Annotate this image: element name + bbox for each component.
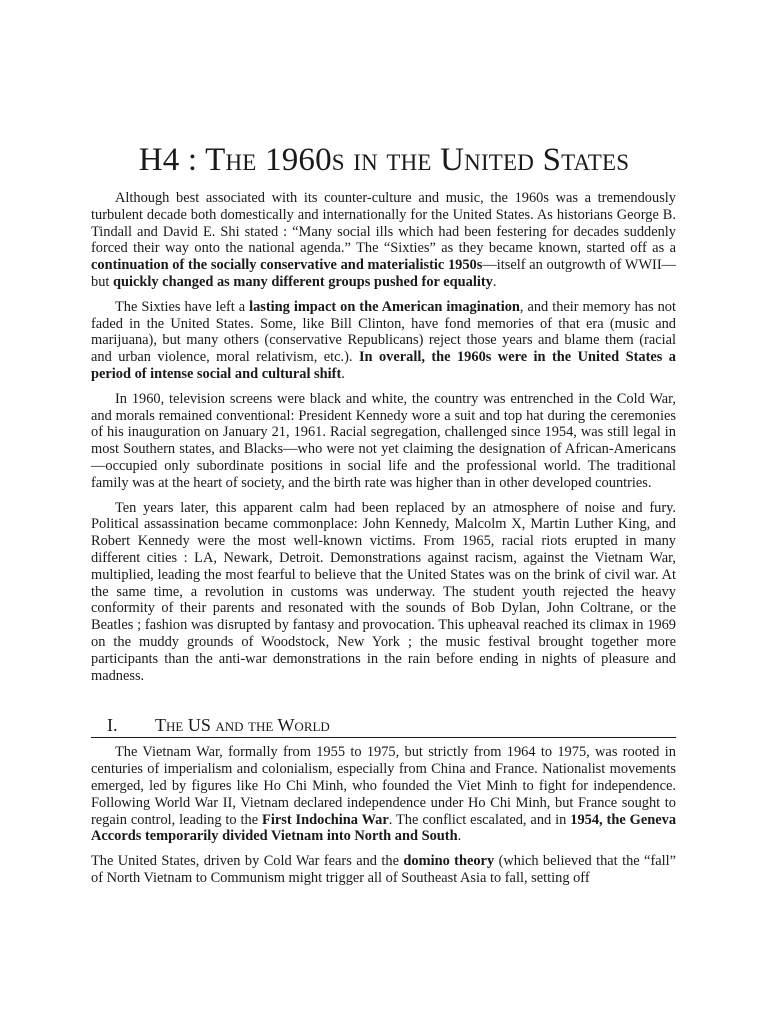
document-title: H4 : The 1960s in the United States — [138, 142, 630, 178]
section-heading — [91, 714, 676, 738]
paragraph — [91, 853, 676, 887]
bold-text: First Indochina War — [262, 811, 389, 828]
paragraph — [91, 500, 676, 685]
text-run: (which believed that the “fall” of North Vietnam to Communism might trigger all of Southeast Asia to fall, setting off — [91, 853, 677, 886]
text-run: Ten years later, this apparent calm had been replaced by an atmosphere of noise and fury. Political assassination became commonplace: John Kennedy, Malcolm X, Martin Luther King, and Robert Kennedy were the most well-known victims. From 1965, racial riots erupted in many different cities : LA, Newark, Detroit. Demonstrations against racism, against the Vietnam War, multiplied, leading the most fearful to believe that the United States was on the brink of civil war. At the same time, a revolution in customs was underway. The student youth rejected the heavy conformity of their parents and resonated with the sounds of Bob Dylan, John Coltrane, or the Beatles ; fashion was disrupted by fantasy and provocation. This upheaval reached its climax in 1969 on the muddy grounds of Woodstock, New York ; the music festival brought together more participants than the anti-war demonstrations in the rain before ending in nights of pleasure and madness. — [91, 499, 676, 684]
text-run: . The conflict escalated, and in — [388, 811, 571, 828]
text-run: The Sixties have left a — [115, 298, 250, 315]
paragraph — [91, 299, 676, 383]
text-run: . — [492, 273, 497, 290]
text-run: , and their memory has not faded in the United States. Some, like Bill Clinton, have fond memories of that era (music and marijuana), but many others (conservative Republicans) reject those years and blame them (racial and urban violence, moral relativism, etc.). — [91, 298, 676, 366]
paragraph — [91, 190, 676, 291]
intro-section — [91, 190, 676, 684]
section-number: I. — [107, 715, 118, 736]
text-run: . — [341, 365, 345, 382]
text-run: —itself an outgrowth of WWII—but — [91, 257, 676, 290]
text-run: . — [457, 828, 462, 845]
paragraph — [91, 744, 676, 845]
text-run: In 1960, television screens were black and white, the country was entrenched in the Cold War, and morals remained conventional: President Kennedy wore a suit and top hat during the ceremonies of his inauguration on January 21, 1961. Racial segregation, challenged since 1954, was still legal in most Southern states, and Blacks—who were not yet claiming the designation of African-Americans—occupied only subordinate positions in social life and the professional world. The traditional family was at the heart of society, and the birth rate was higher than in other developed countries. — [91, 390, 676, 491]
section-body — [91, 744, 676, 886]
section-title: The US and the World — [155, 715, 330, 736]
bold-text: quickly changed as many different groups pushed for equality — [113, 273, 493, 290]
text-run: Although best associated with its counter-culture and music, the 1960s was a tremendously turbulent decade both domestically and internationally for the United States. As historians George B. Tindall and David E. Shi stated : “Many social ills which had been festering for decades suddenly forced their way onto the national agenda.” The “Sixties” as they became known, started off as a — [91, 190, 676, 257]
document-body — [91, 190, 676, 895]
bold-text: 1954, the Geneva Accords temporarily divided Vietnam into North and South — [91, 811, 677, 845]
bold-text: continuation of the socially conservative and materialistic 1950s — [91, 257, 483, 274]
bold-text: lasting impact on the American imagination — [249, 298, 520, 315]
bold-text: domino theory — [403, 853, 495, 870]
text-run: The United States, driven by Cold War fears and the — [91, 853, 404, 870]
bold-text: In overall, the 1960s were in the United States a period of intense social and cultural shift — [91, 349, 676, 382]
text-run: The Vietnam War, formally from 1955 to 1975, but strictly from 1964 to 1975, was rooted in centuries of imperialism and colonialism, especially from China and France. Nationalist movements emerged, led by figures like Ho Chi Minh, who founded the Viet Minh to fight for independence. Following World War II, Vietnam declared independence under Ho Chi Minh, but France sought to regain control, leading to the — [91, 744, 676, 828]
paragraph — [91, 391, 676, 492]
